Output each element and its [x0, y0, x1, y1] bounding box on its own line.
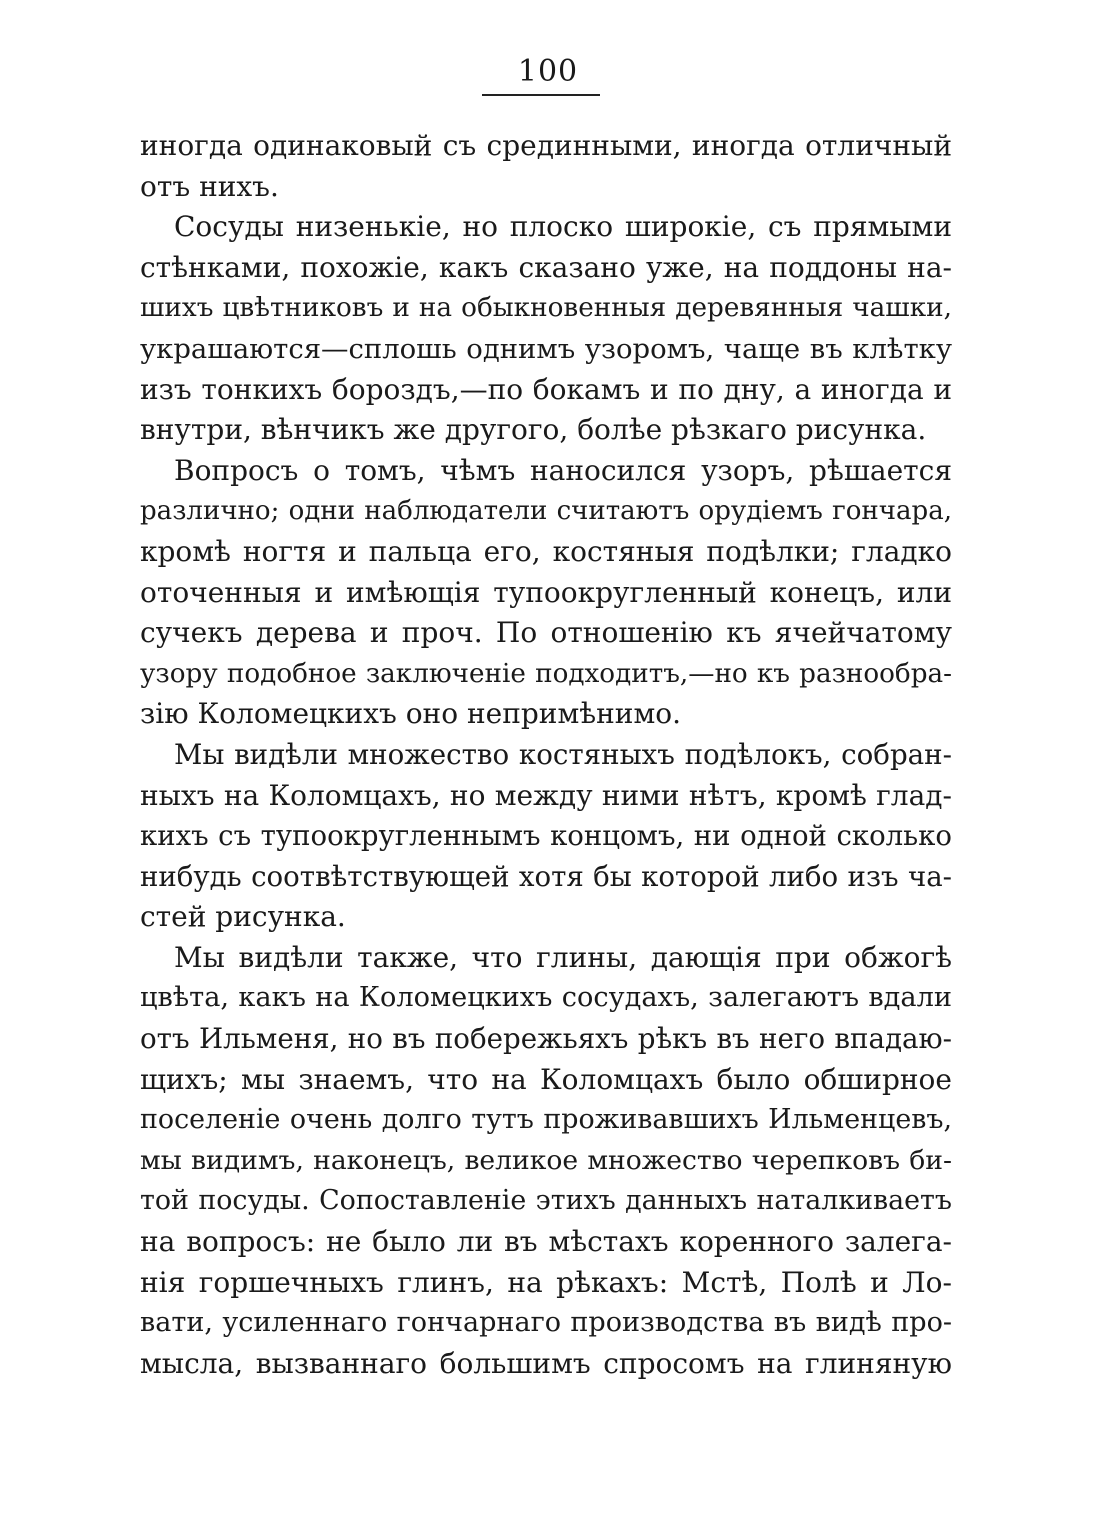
text-line: внутри, вѣнчикъ же другого, болѣе рѣзкаго рисунка. — [140, 413, 927, 447]
text-line: ныхъ на Коломцахъ, но между ними нѣтъ, кромѣ глад- — [140, 778, 952, 812]
text-line: вати, усиленнаго гончарнаго производства въ видѣ про- — [140, 1307, 952, 1339]
text-line: мы видимъ, наконецъ, великое множество черепковъ би- — [140, 1144, 952, 1176]
text-line: иногда одинаковый съ срединными, иногда отличный — [140, 129, 952, 162]
text-line: стѣнками, похожіе, какъ сказано уже, на поддоны на- — [140, 250, 952, 284]
text-line: щихъ; мы знаемъ, что на Коломцахъ было обширное — [140, 1062, 952, 1096]
text-line: кихъ съ тупоокругленнымъ концомъ, ни одной сколько — [140, 820, 952, 853]
text-line: украшаются—сплошь однимъ узоромъ, чаще въ клѣтку — [140, 332, 952, 365]
text-line: стей рисунка. — [140, 900, 346, 934]
text-line: Мы видѣли также, что глины, дающія при обжогѣ — [174, 940, 952, 974]
text-line: нибудь соотвѣтствующей хотя бы которой либо изъ ча- — [140, 859, 952, 893]
text-line: на вопросъ: не было ли въ мѣстахъ коренного залега- — [140, 1225, 952, 1259]
text-line: различно; одни наблюдатели считаютъ орудіемъ гончара, — [140, 496, 952, 527]
text-line: Вопросъ о томъ, чѣмъ наносился узоръ, рѣшается — [174, 453, 952, 487]
page-number: 100 — [517, 54, 579, 89]
text-line: Мы видѣли множество костяныхъ подѣлокъ, собран- — [174, 737, 952, 771]
text-line: изъ тонкихъ бороздъ,—по бокамъ и по дну, а иногда и — [140, 372, 952, 406]
text-line: кромѣ ногтя и пальца его, костяныя подѣлки; гладко — [140, 534, 952, 568]
text-line: отъ Ильменя, но въ побережьяхъ рѣкъ въ него впадаю- — [140, 1022, 952, 1056]
text-line: зію Коломецкихъ оно непримѣнимо. — [140, 697, 681, 731]
text-line: мысла, вызваннаго большимъ спросомъ на глиняную — [140, 1346, 952, 1380]
text-line: поселеніе очень долго тутъ проживавшихъ Ильменцевъ, — [140, 1104, 952, 1136]
text-line: узору подобное заключеніе подходитъ,—но къ разнообра- — [140, 658, 952, 689]
text-line: отъ нихъ. — [140, 169, 279, 203]
text-line: сучекъ дерева и проч. По отношенію къ ячейчатому — [140, 616, 952, 650]
page-number-rule — [482, 94, 600, 96]
text-line: оточенныя и имѣющія тупоокругленный конецъ, или — [140, 575, 952, 609]
text-line: нія горшечныхъ глинъ, на рѣкахъ: Мстѣ, Полѣ и Ло- — [140, 1265, 952, 1299]
body-text — [140, 126, 952, 1384]
text-line: Сосуды низенькіе, но плоско широкіе, съ прямыми — [174, 210, 952, 244]
text-line: той посуды. Сопоставленіе этихъ данныхъ наталкиваетъ — [140, 1185, 952, 1217]
text-line: шихъ цвѣтниковъ и на обыкновенныя деревянныя чашки, — [140, 293, 952, 324]
text-line: цвѣта, какъ на Коломецкихъ сосудахъ, залегаютъ вдали — [140, 982, 952, 1014]
